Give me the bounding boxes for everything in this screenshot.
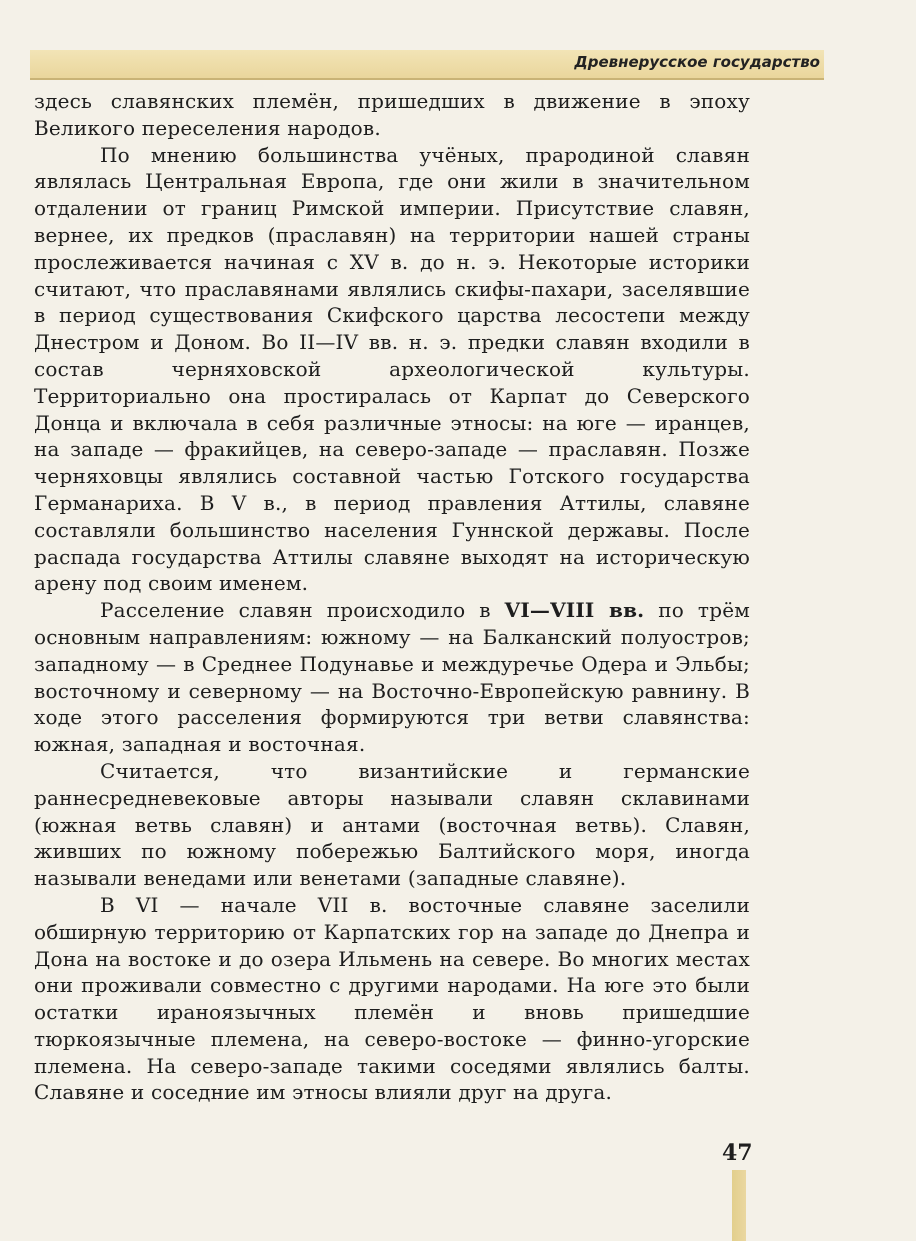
running-header: Древнерусское государство xyxy=(574,53,820,71)
emphasized-date: VI—VIII вв. xyxy=(504,598,645,623)
paragraph-text: В VI — начале VII в. восточные славяне заселили обширную территорию от Карпатских гор на западе до Днепра и Дона на востоке и до озера Ильмень на севере. Во многих местах они проживали совместно с другими народами. На юге это были остатки ираноязычных племён и вновь пришедшие тюркоязычные племена, на северо-востоке — финно-угорские племена. На северо-западе такими соседями являлись балты. Славяне и соседние им этносы влияли друг на друга. xyxy=(34,892,750,1105)
paragraph xyxy=(34,88,750,142)
page-edge-bar xyxy=(732,1170,746,1241)
paragraph-text: по трём основным направлениям: южному — на Балканский полуостров; западному — в Среднее Подунавье и междуречье Одера и Эльбы; восточному и северному — на Восточно-Европейскую равнину. В ходе этого расселения формируются три ветви славянства: южная, западная и восточная. xyxy=(34,598,750,757)
paragraph xyxy=(34,597,750,758)
paragraph-text: Расселение славян происходило в xyxy=(100,598,505,623)
page-number: 47 xyxy=(722,1140,753,1166)
paragraph xyxy=(34,758,750,892)
paragraph xyxy=(34,142,750,598)
body-text xyxy=(34,88,750,1106)
paragraph-text: По мнению большинства учёных, прародиной славян являлась Центральная Европа, где они жили в значительном отдалении от границ Римской империи. Присутствие славян, вернее, их предков (праславян) на территории нашей страны прослеживается начиная с XV в. до н. э. Некоторые историки считают, что праславянами являлись скифы-пахари, заселявшие в период существования Скифского царства лесостепи между Днестром и Доном. Во II—IV вв. н. э. предки славян входили в состав черняховской археологической культуры. Территориально она простиралась от Карпат до Северского Донца и включала в себя различные этносы: на юге — иранцев, на западе — фракийцев, на северо-западе — праславян. Позже черняховцы являлись составной частью Готского государства Германариха. В V в., в период правления Аттилы, славяне составляли большинство населения Гуннской державы. После распада государства Аттилы славяне выходят на историческую арену под своим именем. xyxy=(34,142,750,596)
paragraph-text: Считается, что византийские и германские раннесредневековые авторы называли славян склавинами (южная ветвь славян) и антами (восточная ветвь). Славян, живших по южному побережью Балтийского моря, иногда называли венедами или венетами (западные славяне). xyxy=(34,758,750,891)
paragraph xyxy=(34,892,750,1106)
paragraph-text: здесь славянских племён, пришедших в движение в эпоху Великого переселения народов. xyxy=(34,89,750,140)
